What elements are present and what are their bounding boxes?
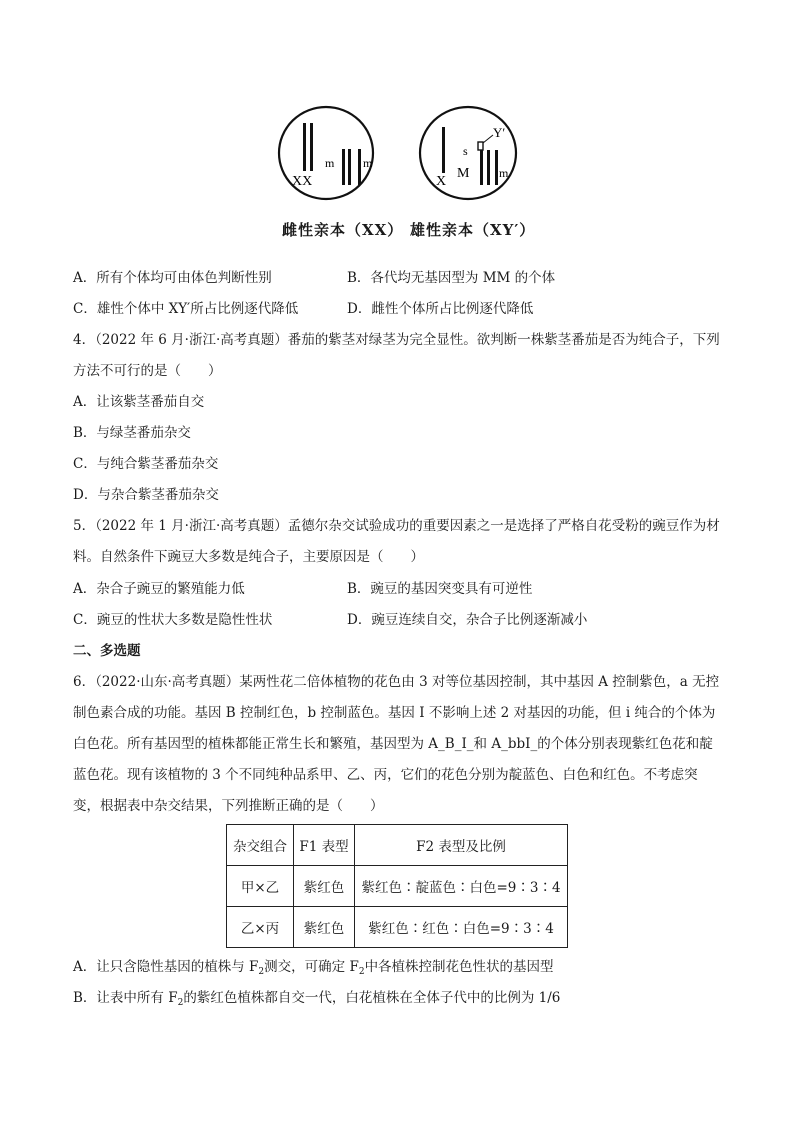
male-m-chromosome-1 xyxy=(487,150,490,185)
q3-option-c: C．雄性个体中 XY′所占比例逐代降低 xyxy=(73,301,299,317)
q4-option-c: C．与纯合紫茎番茄杂交 xyxy=(73,456,219,472)
cross-results-table xyxy=(226,824,568,948)
female-m-chromosome-1 xyxy=(342,149,345,185)
female-m-label-1: m xyxy=(325,156,335,170)
male-cell-outline xyxy=(420,107,516,199)
q6-stem-line3: 白色花。所有基因型的植株都能正常生长和繁殖，基因型为 A_B_I_和 A_bbI_的个体分别表现紫红色花和靛 xyxy=(73,736,713,752)
male-M-label: M xyxy=(457,166,470,181)
q6-option-b-text: 的紫红色植株都自交一代，白花植株在全体子代中的比例为 1/6 xyxy=(183,990,561,1006)
q6-stem-line2: 制色素合成的功能。基因 B 控制红色，b 控制蓝色。基因 I 不影响上述 2 对基因的功能，但 i 纯合的个体为 xyxy=(73,705,716,721)
q4-option-d: D．与杂合紫茎番茄杂交 xyxy=(73,487,219,503)
q5-stem-line1: 5．（2022 年 1 月·浙江·高考真题）孟德尔杂交试验成功的重要因素之一是选择了严格自花受粉的豌豆作为材 xyxy=(73,518,720,534)
female-x-chromosome-1 xyxy=(303,123,306,171)
male-x-label: X xyxy=(436,174,447,189)
q3-option-d: D．雌性个体所占比例逐代降低 xyxy=(347,301,534,317)
male-yprime-label: Y′ xyxy=(493,125,506,140)
subscript: 2 xyxy=(177,998,184,1008)
table-row xyxy=(227,866,568,907)
q6-option-a-text: A．让只含隐性基因的植株与 F xyxy=(73,959,259,975)
q3-option-a: A．所有个体均可由体色判断性别 xyxy=(73,270,272,286)
table-row xyxy=(227,907,568,948)
male-y-chromosome-box xyxy=(478,142,483,150)
subscript: 2 xyxy=(258,967,265,977)
table-cell: 甲×乙 xyxy=(227,866,294,907)
q4-option-b: B．与绿茎番茄杂交 xyxy=(73,425,191,441)
table-cell: 乙×丙 xyxy=(227,907,294,948)
q6-option-a-text: 测交，可确定 F xyxy=(264,959,359,975)
q6-option-b-text: B．让表中所有 F xyxy=(73,990,178,1006)
q5-stem-line2: 料。自然条件下豌豆大多数是纯合子，主要原因是（ ） xyxy=(73,549,424,565)
male-x-chromosome xyxy=(442,127,445,173)
q5-option-c: C．豌豆的性状大多数是隐性性状 xyxy=(73,612,273,628)
subscript: 2 xyxy=(358,967,365,977)
q6-stem-line4: 蓝色花。现有该植物的 3 个不同纯种品系甲、乙、丙，它们的花色分别为靛蓝色、白色和红色。不考虑突 xyxy=(73,767,698,783)
table-cell: 紫红色 xyxy=(294,907,355,948)
table-header-cell: 杂交组合 xyxy=(227,825,294,866)
male-m-label: m xyxy=(499,166,509,180)
male-m-chromosome-2 xyxy=(495,150,498,185)
q6-option-b xyxy=(73,988,560,1013)
q4-option-a: A．让该紫茎番茄自交 xyxy=(73,394,205,410)
table-header-cell: F1 表型 xyxy=(294,825,355,866)
q4-stem-line1: 4．（2022 年 6 月·浙江·高考真题）番茄的紫茎对绿茎为完全显性。欲判断一株紫茎番茄是否为纯合子，下列 xyxy=(73,332,720,348)
q5-option-a: A．杂合子豌豆的繁殖能力低 xyxy=(73,581,245,597)
female-xx-label: XX xyxy=(292,174,313,189)
q6-option-a-text: 中各植株控制花色性状的基因型 xyxy=(364,959,554,975)
table-header-row xyxy=(227,825,568,866)
female-m-label-2: m xyxy=(363,156,373,170)
female-parent-caption: 雌性亲本（XX） xyxy=(282,221,404,239)
female-m-chromosome-2 xyxy=(348,149,351,185)
section-heading-multiple-choice: 二、多选题 xyxy=(73,643,141,659)
table-cell: 紫红色 xyxy=(294,866,355,907)
male-parent-caption: 雄性亲本（XY′） xyxy=(410,221,536,239)
q6-stem-line1: 6．（2022·山东·高考真题）某两性花二倍体植物的花色由 3 对等位基因控制，其中基因 A 控制紫色，a 无控 xyxy=(73,674,720,690)
q6-option-a xyxy=(73,957,554,982)
male-y-pointer xyxy=(483,135,493,143)
q6-stem-line5: 变，根据表中杂交结果，下列推断正确的是（ ） xyxy=(73,798,384,814)
q3-option-b: B．各代均无基因型为 MM 的个体 xyxy=(347,270,556,286)
male-M-chromosome xyxy=(480,150,483,185)
table-cell: 紫红色∶靛蓝色∶白色=9∶3∶4 xyxy=(355,866,568,907)
q5-option-d: D．豌豆连续自交，杂合子比例逐渐减小 xyxy=(347,612,588,628)
female-x-chromosome-2 xyxy=(310,123,313,171)
female-m-chromosome-3 xyxy=(358,149,361,185)
male-s-label: s xyxy=(463,144,468,158)
q5-option-b: B．豌豆的基因突变具有可逆性 xyxy=(347,581,533,597)
table-cell: 紫红色∶红色∶白色=9∶3∶4 xyxy=(355,907,568,948)
q4-stem-line2: 方法不可行的是（ ） xyxy=(73,363,222,379)
table-header-cell: F2 表型及比例 xyxy=(355,825,568,866)
